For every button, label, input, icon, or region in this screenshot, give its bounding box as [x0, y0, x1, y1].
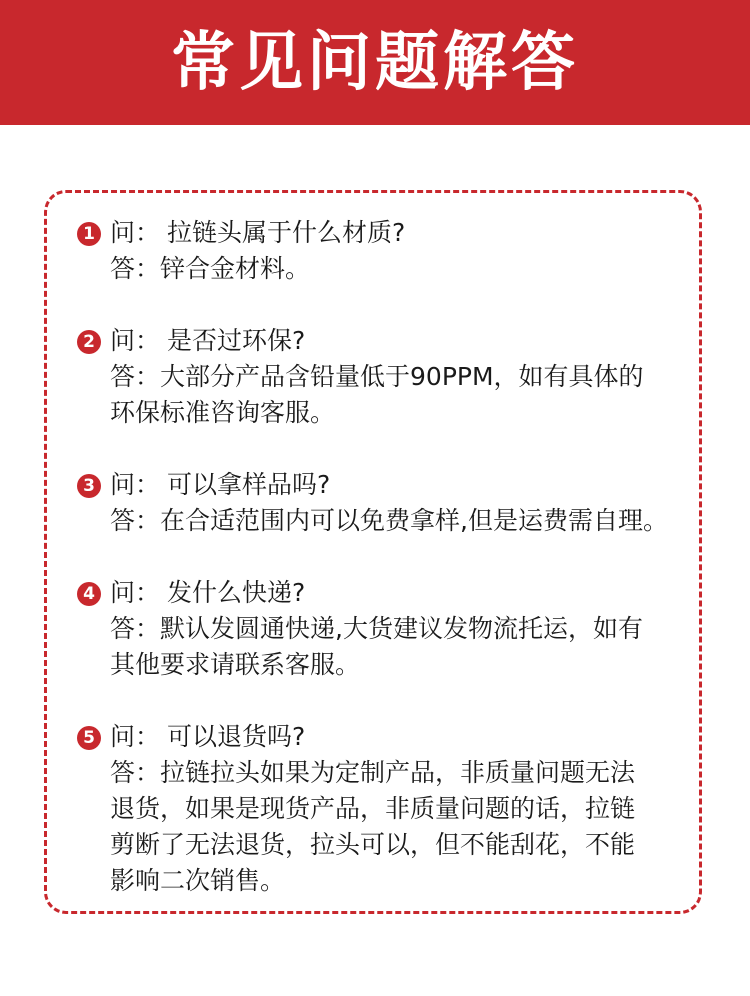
answer-block [77, 611, 692, 683]
faq-item-1 [77, 215, 692, 287]
question-row [77, 719, 692, 755]
answer-line: 剪断了无法退货，拉头可以，但不能刮花，不能 [110, 830, 636, 859]
number-badge: 3 [77, 474, 101, 498]
answer-line: 答：默认发圆通快递,大货建议发物流托运，如有 [110, 614, 643, 643]
header-banner [0, 0, 750, 125]
answer-block [77, 251, 692, 287]
answer-block [77, 359, 692, 431]
question-row [77, 323, 692, 359]
answer-line: 答：锌合金材料。 [110, 254, 311, 283]
faq-item-5 [77, 719, 692, 899]
answer-block [77, 755, 692, 899]
question-prefix: 问： [110, 326, 161, 355]
question-text: 拉链头属于什么材质? [167, 218, 406, 247]
answer-line: 退货，如果是现货产品，非质量问题的话，拉链 [110, 794, 636, 823]
question-prefix: 问： [110, 722, 161, 751]
question-prefix: 问： [110, 470, 161, 499]
question-prefix: 问： [110, 218, 161, 247]
question-prefix: 问： [110, 578, 161, 607]
faq-item-4 [77, 575, 692, 683]
question-row [77, 467, 692, 503]
number-badge: 2 [77, 330, 101, 354]
answer-line: 答：大部分产品含铅量低于90PPM，如有具体的 [110, 362, 644, 391]
answer-line: 环保标准咨询客服。 [110, 398, 336, 427]
number-badge: 5 [77, 726, 101, 750]
answer-line: 影响二次销售。 [110, 866, 286, 895]
faq-card [44, 190, 702, 914]
faq-item-3 [77, 467, 692, 539]
answer-block [77, 503, 692, 539]
question-row [77, 575, 692, 611]
answer-line: 其他要求请联系客服。 [110, 650, 361, 679]
page-title: 常见问题解答 [171, 25, 579, 100]
number-badge: 1 [77, 222, 101, 246]
faq-item-2 [77, 323, 692, 431]
question-text: 可以拿样品吗? [167, 470, 331, 499]
question-text: 发什么快递? [167, 578, 306, 607]
question-text: 可以退货吗? [167, 722, 306, 751]
answer-line: 答：拉链拉头如果为定制产品，非质量问题无法 [110, 758, 636, 787]
answer-line: 答：在合适范围内可以免费拿样,但是运费需自理。 [110, 506, 668, 535]
question-text: 是否过环保? [167, 326, 306, 355]
number-badge: 4 [77, 582, 101, 606]
question-row [77, 215, 692, 251]
